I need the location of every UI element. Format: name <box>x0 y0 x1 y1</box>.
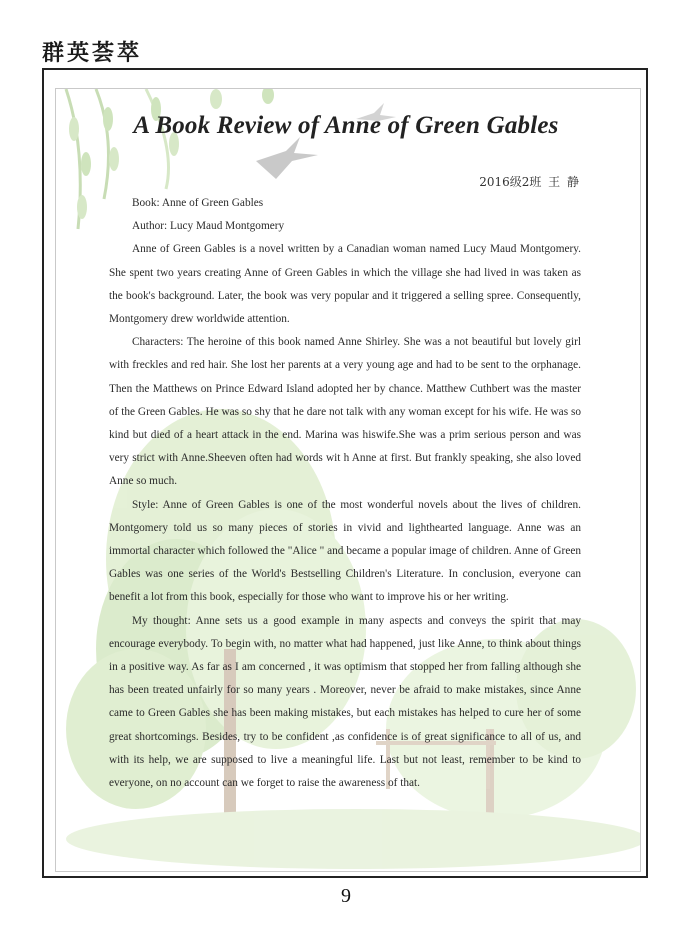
willow-leaf <box>262 89 274 104</box>
page-number: 9 <box>341 885 351 907</box>
paragraph-intro: Anne of Green Gables is a novel written by a Canadian woman named Lucy Maud Montgomery. She spent two years creating Anne of Green Gables in which the village she had lived in was taken as the book's background. Later, the book was very popular and it triggered a selling spree. Consequently, Montgomery drew worldwide attention. <box>109 243 581 326</box>
author-byline: 2016级2班 王 静 <box>479 175 579 189</box>
section-header-title: 群英荟萃 <box>42 40 143 66</box>
author-line: Author: Lucy Maud Montgomery <box>132 220 285 233</box>
willow-leaf <box>210 89 222 109</box>
paragraph-style: Style: Anne of Green Gables is one of the most wonderful novels about the lives of children. Montgomery told us so many pieces of stories in vivid and lighthearted language. Anne was an immortal character which followed the "Alice " and became a popular image of children. Anne of Green Gables was one series of the World's Bestselling Children's Literature. In conclusion, everyone can benefit a lot from this book, especially for those who want to improve his or her writing. <box>109 498 581 604</box>
willow-leaf <box>77 195 87 219</box>
swallow-bird <box>256 137 318 179</box>
willow-leaf <box>81 152 91 176</box>
willow-leaf <box>109 147 119 171</box>
willow-branch <box>96 89 109 199</box>
review-title: A Book Review of Anne of Green Gables <box>133 112 559 139</box>
ground-grass <box>66 809 640 869</box>
review-body <box>109 192 581 795</box>
book-line: Book: Anne of Green Gables <box>132 197 264 209</box>
paragraph-characters: Characters: The heroine of this book named Anne Shirley. She was a not beautiful but lovely girl with freckles and red hair. She lost her parents at a very young age and had to be sent to the orphanage. Then the Matthews on Prince Edward Island adopted her by chance. Matthew Cuthbert was the master of the Green Gables. He was so shy that he dare not talk with any woman except for his wife. He was so kind but died of a heart attack in the end. Marina was hiswife.She was a prim serious person and was very strict with Anne.Sheeven often had words wit h Anne at first. But frankly speaking, she also loved Anne so much. <box>109 336 581 488</box>
paragraph-thought: My thought: Anne sets us a good example in many aspects and conveys the spirit that may encourage everybody. To begin with, no matter what had happened, just like Anne, to think about things in a positive way. As far as I am concerned , it was optimism that stopped her from falling although she has been treated unfairly for so many years . Moreover, never be afraid to make mistakes, since Anne came to Green Gables she has been making mistakes, but each mistakes has helped to cure her of some great shortcomings. Besides, try to be confident ,as confidence is of great significance to all of us, and with its help, we are supposed to live a meaningful life. Last but not least, remember to be kind to everyone, on no account can we forget to raise the awareness of that. <box>109 614 581 790</box>
